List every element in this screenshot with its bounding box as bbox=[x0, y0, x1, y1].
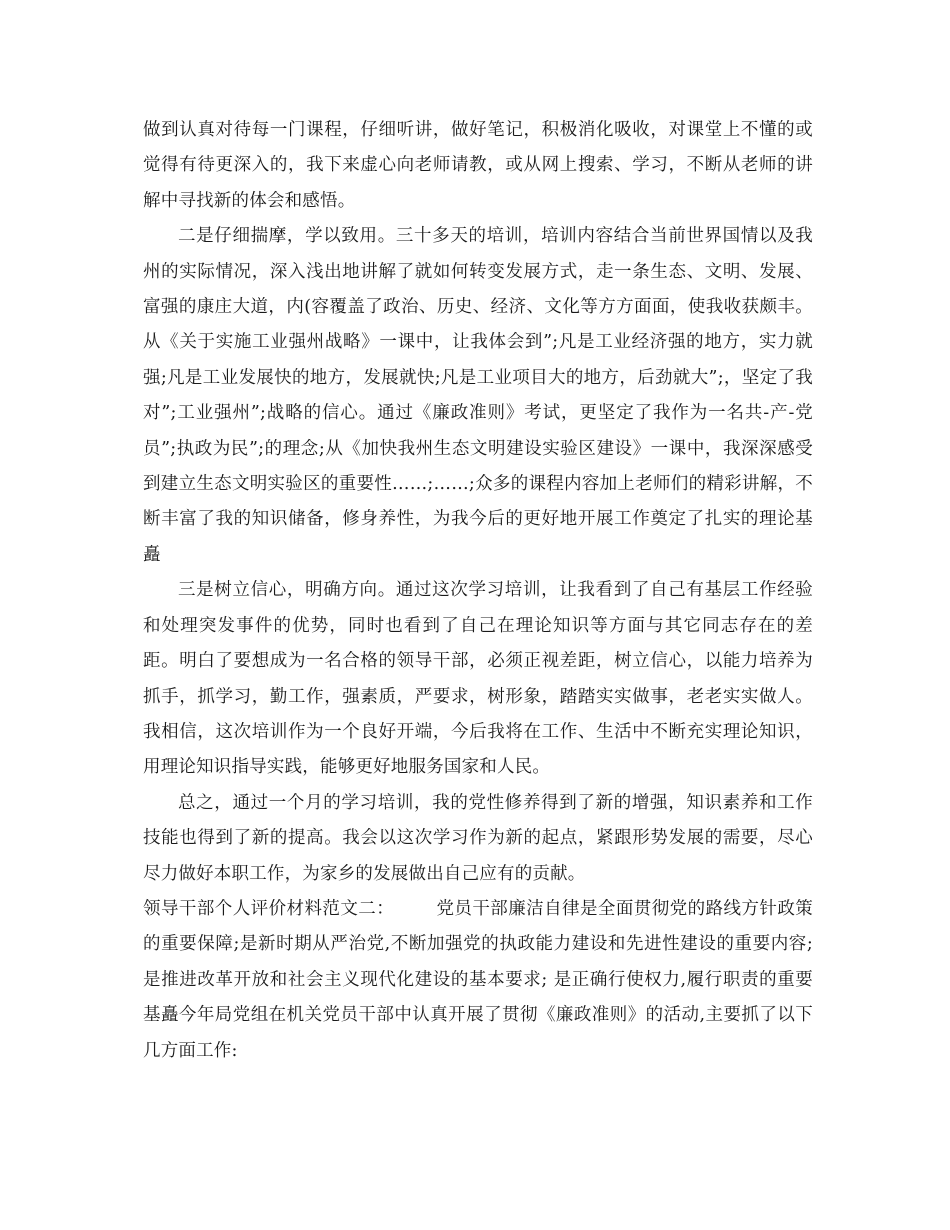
paragraph-sample-two bbox=[143, 892, 813, 1069]
paragraph-point-three: 三是树立信心，明确方向。通过这次学习培训，让我看到了自己有基层工作经验和处理突发事件的优势，同时也看到了自己在理论知识等方面与其它同志存在的差距。明白了要想成为一名合格的领导干部，必须正视差距，树立信心，以能力培养为抓手，抓学习，勤工作，强素质，严要求，树形象，踏踏实实做事，老老实实做人。我相信，这次培训作为一个良好开端，今后我将在工作、生活中不断充实理论知识，用理论知识指导实践，能够更好地服务国家和人民。 bbox=[143, 580, 813, 778]
section-label: 领导干部个人评价材料范文二： bbox=[143, 898, 395, 919]
paragraph-point-two: 二是仔细揣摩，学以致用。三十多天的培训，培训内容结合当前世界国情以及我州的实际情况，深入浅出地讲解了就如何转变发展方式，走一条生态、文明、发展、富强的康庄大道，内(容覆盖了政治、历史、经济、文化等方方面面，使我收获颇丰。从《关于实施工业强州战略》一课中，让我体会到”;凡是工业经济强的地方，实力就强;凡是工业发展快的地方，发展就快;凡是工业项目大的地方，后劲就大”;，坚定了我对”;工业强州”;战略的信心。通过《廉政准则》考试，更坚定了我作为一名共-产-党员”;执政为民”;的理念;从《加快我州生态文明建设实验区建设》一课中，我深深感受到建立生态文明实验区的重要性……;……;众多的课程内容加上老师们的精彩讲解，不断丰富了我的知识储备，修身养性，为我今后的更好地开展工作奠定了扎实的理论基矗 bbox=[143, 226, 813, 565]
section-text: 党员干部廉洁自律是全面贯彻党的路线方针政策的重要保障;是新时期从严治党,不断加强党的执政能力建设和先进性建设的重要内容;是推进改革开放和社会主义现代化建设的基本要求; 是正确行使权力,履行职责的重要基矗今年局党组在机关党员干部中认真开展了贯彻《廉政准则》的活动,主要抓了以下几方面工作: bbox=[143, 898, 813, 1061]
paragraph-continuation: 做到认真对待每一门课程，仔细听讲，做好笔记，积极消化吸收，对课堂上不懂的或觉得有待更深入的，我下来虚心向老师请教，或从网上搜索、学习，不断从老师的讲解中寻找新的体会和感悟。 bbox=[143, 120, 813, 211]
paragraph-conclusion: 总之，通过一个月的学习培训，我的党性修养得到了新的增强，知识素养和工作技能也得到了新的提高。我会以这次学习作为新的起点，紧跟形势发展的需要，尽心尽力做好本职工作，为家乡的发展做出自己应有的贡献。 bbox=[143, 792, 813, 884]
document-body bbox=[143, 113, 813, 1069]
